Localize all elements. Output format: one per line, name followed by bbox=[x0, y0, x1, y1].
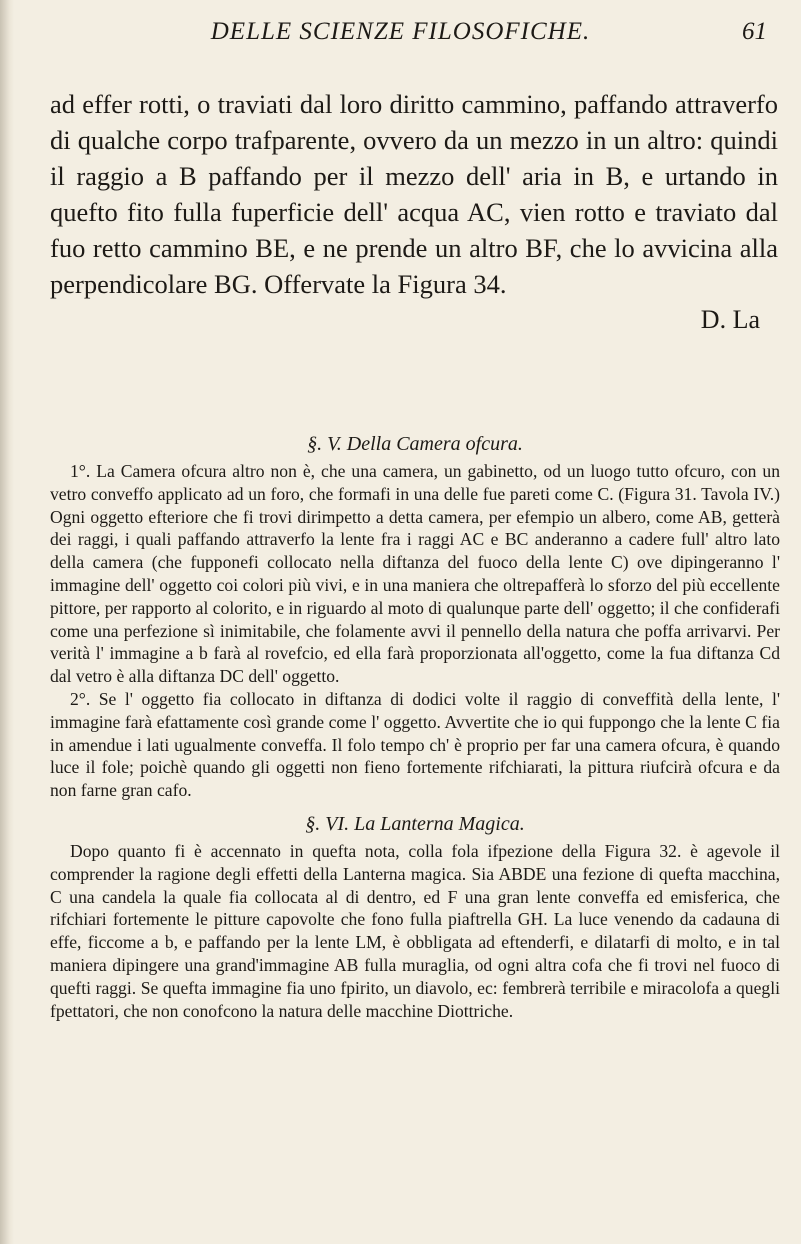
page-header bbox=[0, 18, 801, 58]
page-number: 61 bbox=[742, 18, 767, 45]
main-text bbox=[50, 86, 778, 338]
paragraph-camera-2: 2°. Se l' oggetto fia collocato in diftanza di dodici volte il raggio di conveffità della lente, l' immagine farà efattamente così grande come l' oggetto. Avvertite che io qui fuppongo che la lente C fia in amendue i lati ugualmente conveffa. Il folo tempo ch' è proprio per far una camera ofcura, è quando luce il fole; poichè quando gli oggetti non fieno fortemente rifchiarati, la pittura riufcirà ofcura e da non farne gran cafo. bbox=[50, 688, 780, 801]
paragraph-camera-1: 1°. La Camera ofcura altro non è, che una camera, un gabinetto, od un luogo tutto ofcuro, con un vetro conveffo applicato ad un foro, che formafi in una delle fue pareti come C. (Figura 31. Tavola IV.) Ogni oggetto efteriore che fi trovi dirimpetto a detta camera, per efempio un albero, come AB, getterà dei raggi, i quali paffando attraverfo la lente fra i raggi AC e BC anderanno a cadere full' altro lato della camera (che fupponefi collocato nella diftanza del fuoco della lente C) ove dipingeranno l' immagine dell' oggetto coi colori più vivi, e in una maniera che oltrepafferà lo sforzo del più eccellente pittore, per rapporto al colorito, e in riguardo al moto di qualunque parte dell' oggetto; il che confiderafi come una perfezione sì inimitabile, che folamente avvi il pennello della natura che poffa arrivarvi. Per verità l' immagine a b farà al rovefcio, ed ella farà proporzionata all'oggetto, come la fua diftanza Cd dal vetro è alla diftanza DC dell' oggetto. bbox=[50, 461, 780, 687]
paragraph-lanterna: Dopo quanto fi è accennato in quefta nota, colla fola ifpezione della Figura 32. è agevole il comprender la ragione degli effetti della Lanterna magica. Sia ABDE una fezione di quefta macchina, C una candela la quale fia collocata al di dentro, ed F una gran lente conveffa ed emisferica, che rifchiari fortemente le pitture capovolte che fono fulla piaftrella GH. La luce venendo da cadauna di effe, ficcome a b, e paffando per la lente LM, è obbligata ad eftenderfi, e dilatarfi di molto, e in tal maniera dipingere una grand'immagine AB fulla muraglia, od ogni altra cofa che fi trovi nel fuoco di quefti raggi. Se quefta immagine fia uno fpirito, un diavolo, ec: fembrerà terribile e miracolofa a quegli fpettatori, che non conofcono la natura delle macchine Diottriche. bbox=[50, 840, 780, 1021]
section-heading-lanterna-magica: §. VI. La Lanterna Magica. bbox=[305, 812, 525, 835]
running-head: DELLE SCIENZE FILOSOFICHE. bbox=[210, 18, 591, 45]
page-binding-shadow bbox=[0, 0, 14, 1244]
section-heading-camera-oscura: §. V. Della Camera ofcura. bbox=[307, 433, 523, 455]
paragraph-refraction: ad effer rotti, o traviati dal loro diritto cammino, paffando attraverfo di qualche corpo trafparente, ovvero da un mezzo in un altro: quindi il raggio a B paffando per il mezzo dell' aria in B, e urtando in quefto fito fulla fuperficie dell' acqua AC, vien rotto e traviato dal fuo retto cammino BE, e ne prende un altro BF, che lo avvicina alla perpendicolare BG. Offervate la Figura 34. bbox=[50, 89, 778, 299]
note-text bbox=[50, 428, 780, 1022]
catchword: D. La bbox=[700, 305, 760, 334]
